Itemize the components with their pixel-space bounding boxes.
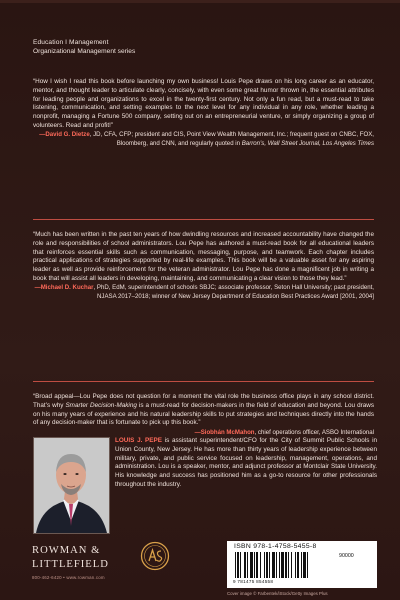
section-divider [33, 219, 374, 220]
series-category: Education I Management [33, 39, 109, 46]
quote-attribution [33, 429, 374, 438]
barcode [227, 541, 377, 588]
author-name: LOUIS J. PEPE [115, 437, 162, 444]
series-seal-icon [140, 541, 170, 571]
section-divider [33, 381, 374, 382]
quote-text-start: “Broad appeal—Lou Pepe does not question for a moment the vital role the business office plays in any school district. That’s why [33, 393, 374, 409]
endorser-credentials: , JD, CFA, CFP; president and CIS, Point View Wealth Management, Inc.; frequent guest on CNBC, FOX, Bloomberg, and CNN, and regularly quoted in [89, 131, 374, 147]
book-title: Smarter Decision-Making [65, 401, 137, 409]
publisher-contact: 800-462-6420 • www.rowman.com [32, 575, 105, 580]
endorsement-quote [33, 78, 374, 148]
price-code: 90000 [339, 553, 354, 559]
quote-attribution [33, 131, 374, 148]
endorser-name: —Siobhán McMahon [194, 428, 255, 436]
bio-text: is assistant superintendent/CFO for the City of Summit Public Schools in Union County, New Jersey. He has more than thirty years of leadership experience between military, private, and public service focused on leadership, management, operations, and administration. Lou is a speaker, mentor, and adjunct professor at Montclair State University. His knowledge and success has positioned him as a go-to resource for other professionals throughout the industry. [115, 437, 378, 488]
top-edge [0, 0, 400, 3]
endorser-credentials: , chief operations officer, ASBO International [254, 428, 374, 436]
barcode-number: 9 781475 854558 [233, 579, 274, 584]
barcode-bars [233, 552, 333, 578]
publisher-name-line1: ROWMAN & [32, 545, 101, 556]
author-bio [115, 437, 377, 490]
quote-text: “How I wish I read this book before launching my own business! Louis Pepe draws on his long career as an educator, mentor, and thought leader to articulate clearly, concisely, with even some great humor thrown in, the essential attributes for leading people and organizations to excel in the twenty-first century. Not only a fun read, but a must-read to take listening, communication, and setting examples to the next level for any individual in any role, whether leading a nonprofit, managing a Fortune 500 company, setting out on an entrepreneurial venture, or simply organizing a group of volunteers. Read and profit!” [33, 78, 374, 129]
author-photo [33, 437, 110, 534]
endorser-publications: Barron’s, Wall Street Journal, Los Angeles Times [241, 139, 374, 147]
endorser-name: —Michael D. Kuchar [34, 284, 94, 291]
endorser-credentials: , PhD, EdM, superintendent of schools SBJC; associate professor, Seton Hall University; past president, NJASA 2017–2018; winner of New Jersey Department of Education Best Practices Award [2001, 2004] [93, 284, 374, 300]
quote-text-end: is a must-read for decision-makers in the field of education and beyond. Lou draws on his many years of experience and his natural leadership skills to put strategies and techniques directly into the hands of any decision-maker that is fortunate to pick up this book.” [33, 401, 375, 427]
isbn-label: ISBN 978-1-4758-5455-8 [234, 543, 317, 550]
quote-text: “Much has been written in the past ten years of how dwindling resources and increased accountability have changed the role and responsibilities of school administrators. Lou Pepe has authored a must-read book for all educational leaders that reinforces essential skills such as communication, messaging, purpose, and teamwork. Each chapter includes practical applications of strategies supported by real-life examples. This book will be a valuable asset for any aspiring leader as well as provide reinforcement for the veteran administrator. Lou Pepe has done a magnificent job in writing a book that will assist all leaders in developing, maintaining, and communicating a clear vision to those they lead.” [33, 231, 374, 282]
quote-attribution [33, 284, 374, 301]
endorser-name: —David G. Dietze [39, 131, 90, 138]
quote-text [33, 393, 374, 428]
series-name: Organizational Management series [33, 48, 136, 56]
publisher-name-line2: LITTLEFIELD [32, 559, 109, 570]
cover-image-credit: Cover image © Farbentek/iStock/Getty Images Plus [227, 591, 328, 596]
endorsement-quote [33, 393, 374, 437]
series-label [33, 38, 135, 56]
publisher-logo [32, 544, 109, 580]
endorsement-quote [33, 231, 374, 301]
